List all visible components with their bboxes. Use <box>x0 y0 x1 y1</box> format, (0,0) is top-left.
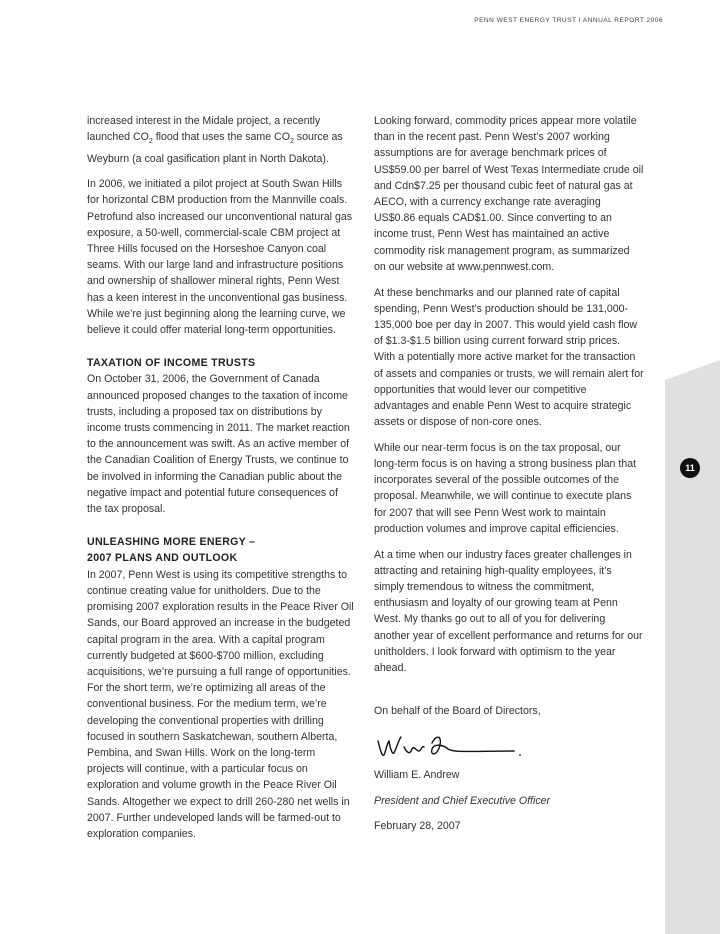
signature-date: February 28, 2007 <box>374 820 461 833</box>
heading-unleashing: UNLEASHING MORE ENERGY – 2007 PLANS AND OUTLOOK <box>87 536 256 565</box>
page-number: 11 <box>680 458 700 478</box>
signer-name: William E. Andrew <box>374 768 460 781</box>
handwritten-signature <box>374 729 524 763</box>
paragraph-taxation: On October 31, 2006, the Government of Canada announced proposed changes to the taxation of income trusts, including a proposed tax on distributions by income trusts commencing in 2011. The market reaction to the announcement was swift. As an active member of the Canadian Coalition of Energy Trusts, we continue to be involved in informing the Canadian public about the negative impact and potential future consequences of the tax proposal. <box>87 373 350 516</box>
signature-block <box>374 703 644 834</box>
paragraph-plans: In 2007, Penn West is using its competitive strengths to continue creating value for unitholders. Due to the promising 2007 exploration results in the Peace River Oil Sands, our Board approved an increase in the budgeted capital program in the area. With a capital program currently budgeted at $600-$700 million, excluding acquisitions, we’re pursuing a full range of opportunities. For the short term, we’re optimizing all areas of the conventional business. For the medium term, we’re developing the conventional properties with drilling focused in southern Saskatchewan, southern Alberta, Pembina, and Swan Hills. Work on the long-term projects will continue, with a particular focus on exploration and volume growth in the Peace River Oil Sands. Altogether we expect to drill 260-280 net wells in 2007. Further undeveloped lands will be farmed-out to exploration companies. <box>87 568 354 840</box>
side-tab-notch <box>665 360 720 380</box>
paragraph-cbm: In 2006, we initiated a pilot project at South Swan Hills for horizontal CBM production from the Mannville coals. Petrofund also increased our unconventional natural gas exposure, a 50-well, commercial-scale CBM project at Three Hills focused on the Horseshoe Canyon coal seams. With our large land and infrastructure positions and ownership of shallower mineral rights, Penn West has a keen interest in the unconventional gas business. While we’re just beginning along the learning curve, we believe it could offer material long-term opportunities. <box>87 178 353 337</box>
paragraph-employees: At a time when our industry faces greater challenges in attracting and retaining high-quality employees, it’s simply tremendous to witness the commitment, enthusiasm and loyalty of our growing team at Penn West. My thanks go out to all of you for delivering another year of excellent performance and returns for our unitholders. I look forward with optimism to the year ahead. <box>374 548 643 674</box>
left-column <box>87 113 355 852</box>
paragraph-tax-focus: While our near-term focus is on the tax proposal, our long-term focus is on having a strong business plan that incorporates several of the possible outcomes of the proposal. Meanwhile, we will continue to execute plans for 2007 that will see Penn West work to maintain production volumes and improve capital efficiencies. <box>374 441 637 535</box>
paragraph-commodity-prices: Looking forward, commodity prices appear more volatile than in the recent past. Penn West’s 2007 working assumptions are for average benchmark prices of US$59.00 per barrel of West Texas Intermediate crude oil and Cdn$7.25 per thousand cubic feet of natural gas at AECO, with a currency exchange rate averaging US$0.86 equals CAD$1.00. Since converting to an income trust, Penn West has maintained an active commodity risk management program, as summarized on our website at www.pennwest.com. <box>374 115 644 273</box>
running-header: PENN WEST ENERGY TRUST I ANNUAL REPORT 2006 <box>474 17 663 24</box>
signer-title: President and Chief Executive Officer <box>374 794 551 807</box>
heading-taxation: TAXATION OF INCOME TRUSTS <box>87 357 256 370</box>
closing-line: On behalf of the Board of Directors, <box>374 705 541 718</box>
paragraph-midale: increased interest in the Midale project, a recently launched $CO_2$ flood that uses the same $CO_2$ source as Weyburn (a coal gasification plant in North Dakota). <box>87 115 343 165</box>
paragraph-benchmarks: At these benchmarks and our planned rate of capital spending, Penn West’s production should be 131,000-135,000 boe per day in 2007. This would yield cash flow of $1.3-$1.5 billion using current forward strip prices. With a potentially more active market for the transaction of assets and companies or trusts, we will remain alert for opportunities that would lever our competitive advantages and enable Penn West to acquire strategic assets or dispose of non-core ones. <box>374 286 644 429</box>
right-column <box>374 113 644 844</box>
